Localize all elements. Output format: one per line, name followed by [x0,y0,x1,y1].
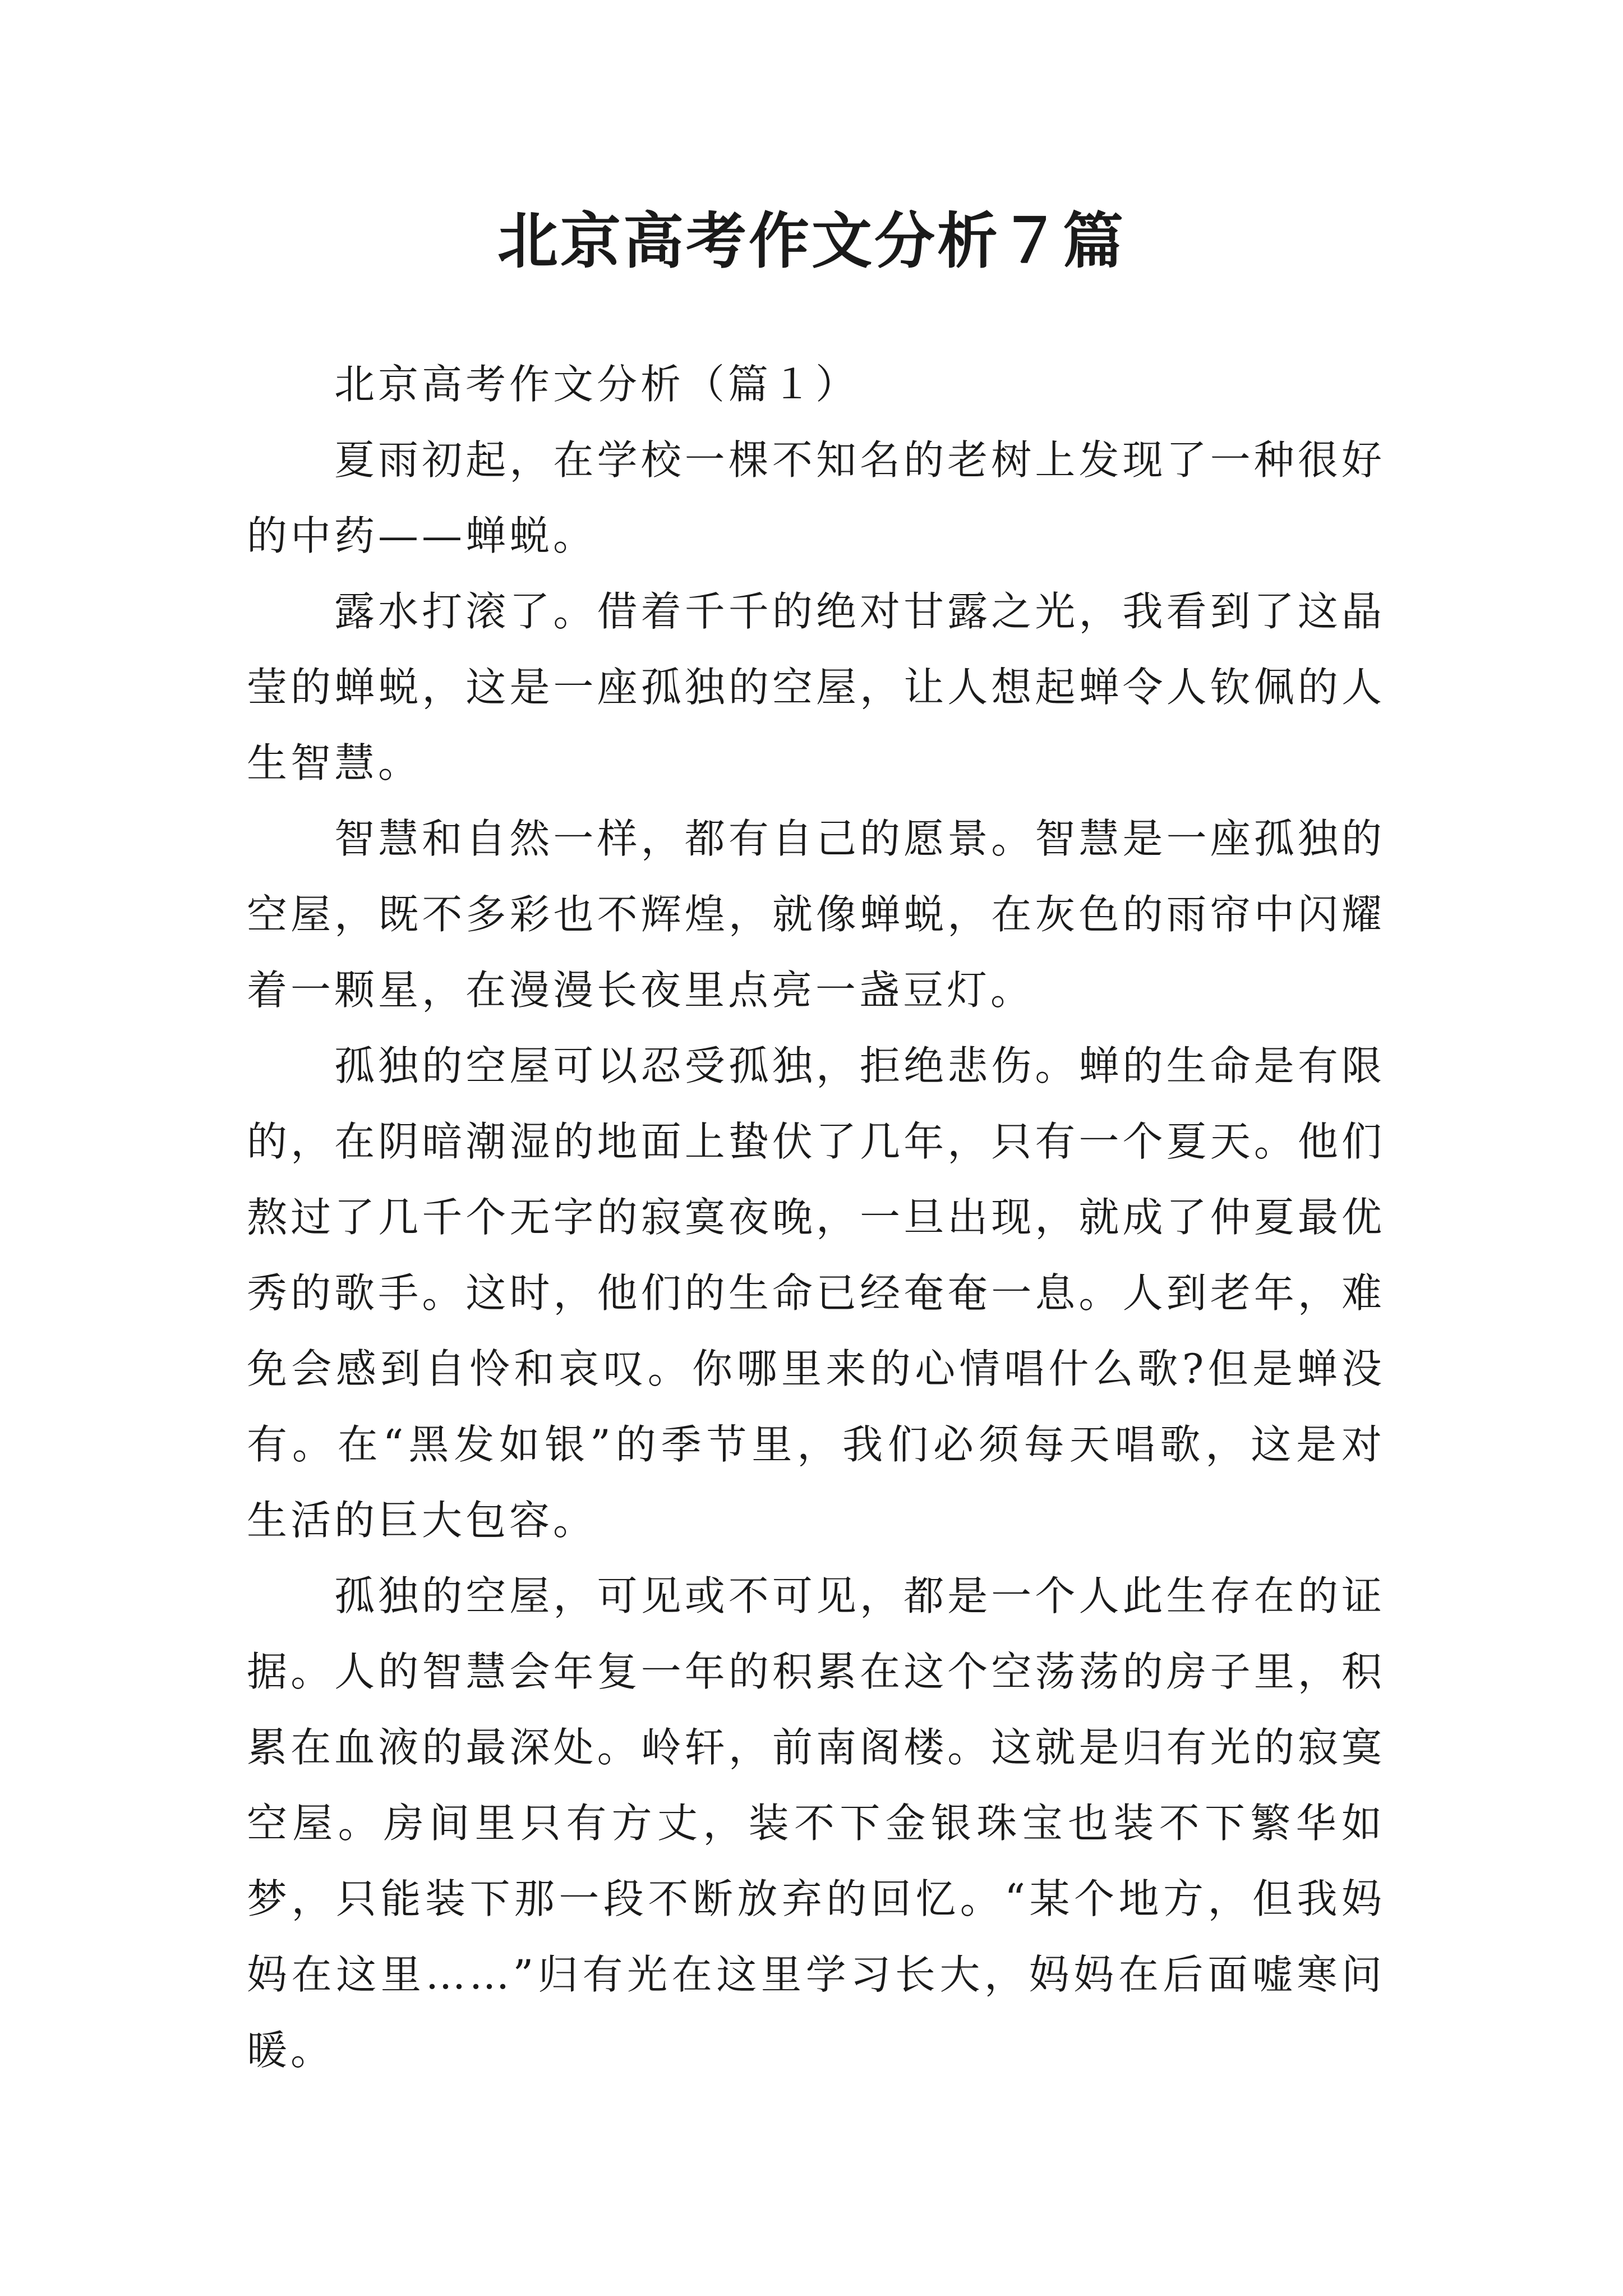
body-paragraph: 孤独的空屋，可见或不可见，都是一个人此生存在的证据。人的智慧会年复一年的积累在这个空荡荡的房子里，积累在血液的最深处。岭轩，前南阁楼。这就是归有光的寂寞空屋。房间里只有方丈，装不下金银珠宝也装不下繁华如梦，只能装下那一段不断放弃的回忆。“某个地方，但我妈妈在这里……”归有光在这里学习长大，妈妈在后面嘘寒问暖。 [247,1572,1385,2074]
document-body [247,347,1385,2088]
section-heading: 北京高考作文分析（篇１） [334,361,860,408]
body-paragraph: 夏雨初起，在学校一棵不知名的老树上发现了一种很好的中药——蝉蜕。 [247,436,1385,559]
body-paragraph: 孤独的空屋可以忍受孤独，拒绝悲伤。蝉的生命是有限的，在阴暗潮湿的地面上蛰伏了几年，只有一个夏天。他们熬过了几千个无字的寂寞夜晚，一旦出现，就成了仲夏最优秀的歌手。这时，他们的生命已经奄奄一息。人到老年，难免会感到自怜和哀叹。你哪里来的心情唱什么歌?但是蝉没有。在“黑发如银”的季节里，我们必须每天唱歌，这是对生活的巨大包容。 [247,1042,1385,1544]
body-paragraph: 智慧和自然一样，都有自己的愿景。智慧是一座孤独的空屋，既不多彩也不辉煌，就像蝉蜕，在灰色的雨帘中闪耀着一颗星，在漫漫长夜里点亮一盏豆灯。 [247,815,1385,1014]
document-title: 北京高考作文分析７篇 [497,206,1126,277]
body-paragraph: 露水打滚了。借着千千的绝对甘露之光，我看到了这晶莹的蝉蜕，这是一座孤独的空屋，让人想起蝉令人钦佩的人生智慧。 [247,588,1385,786]
